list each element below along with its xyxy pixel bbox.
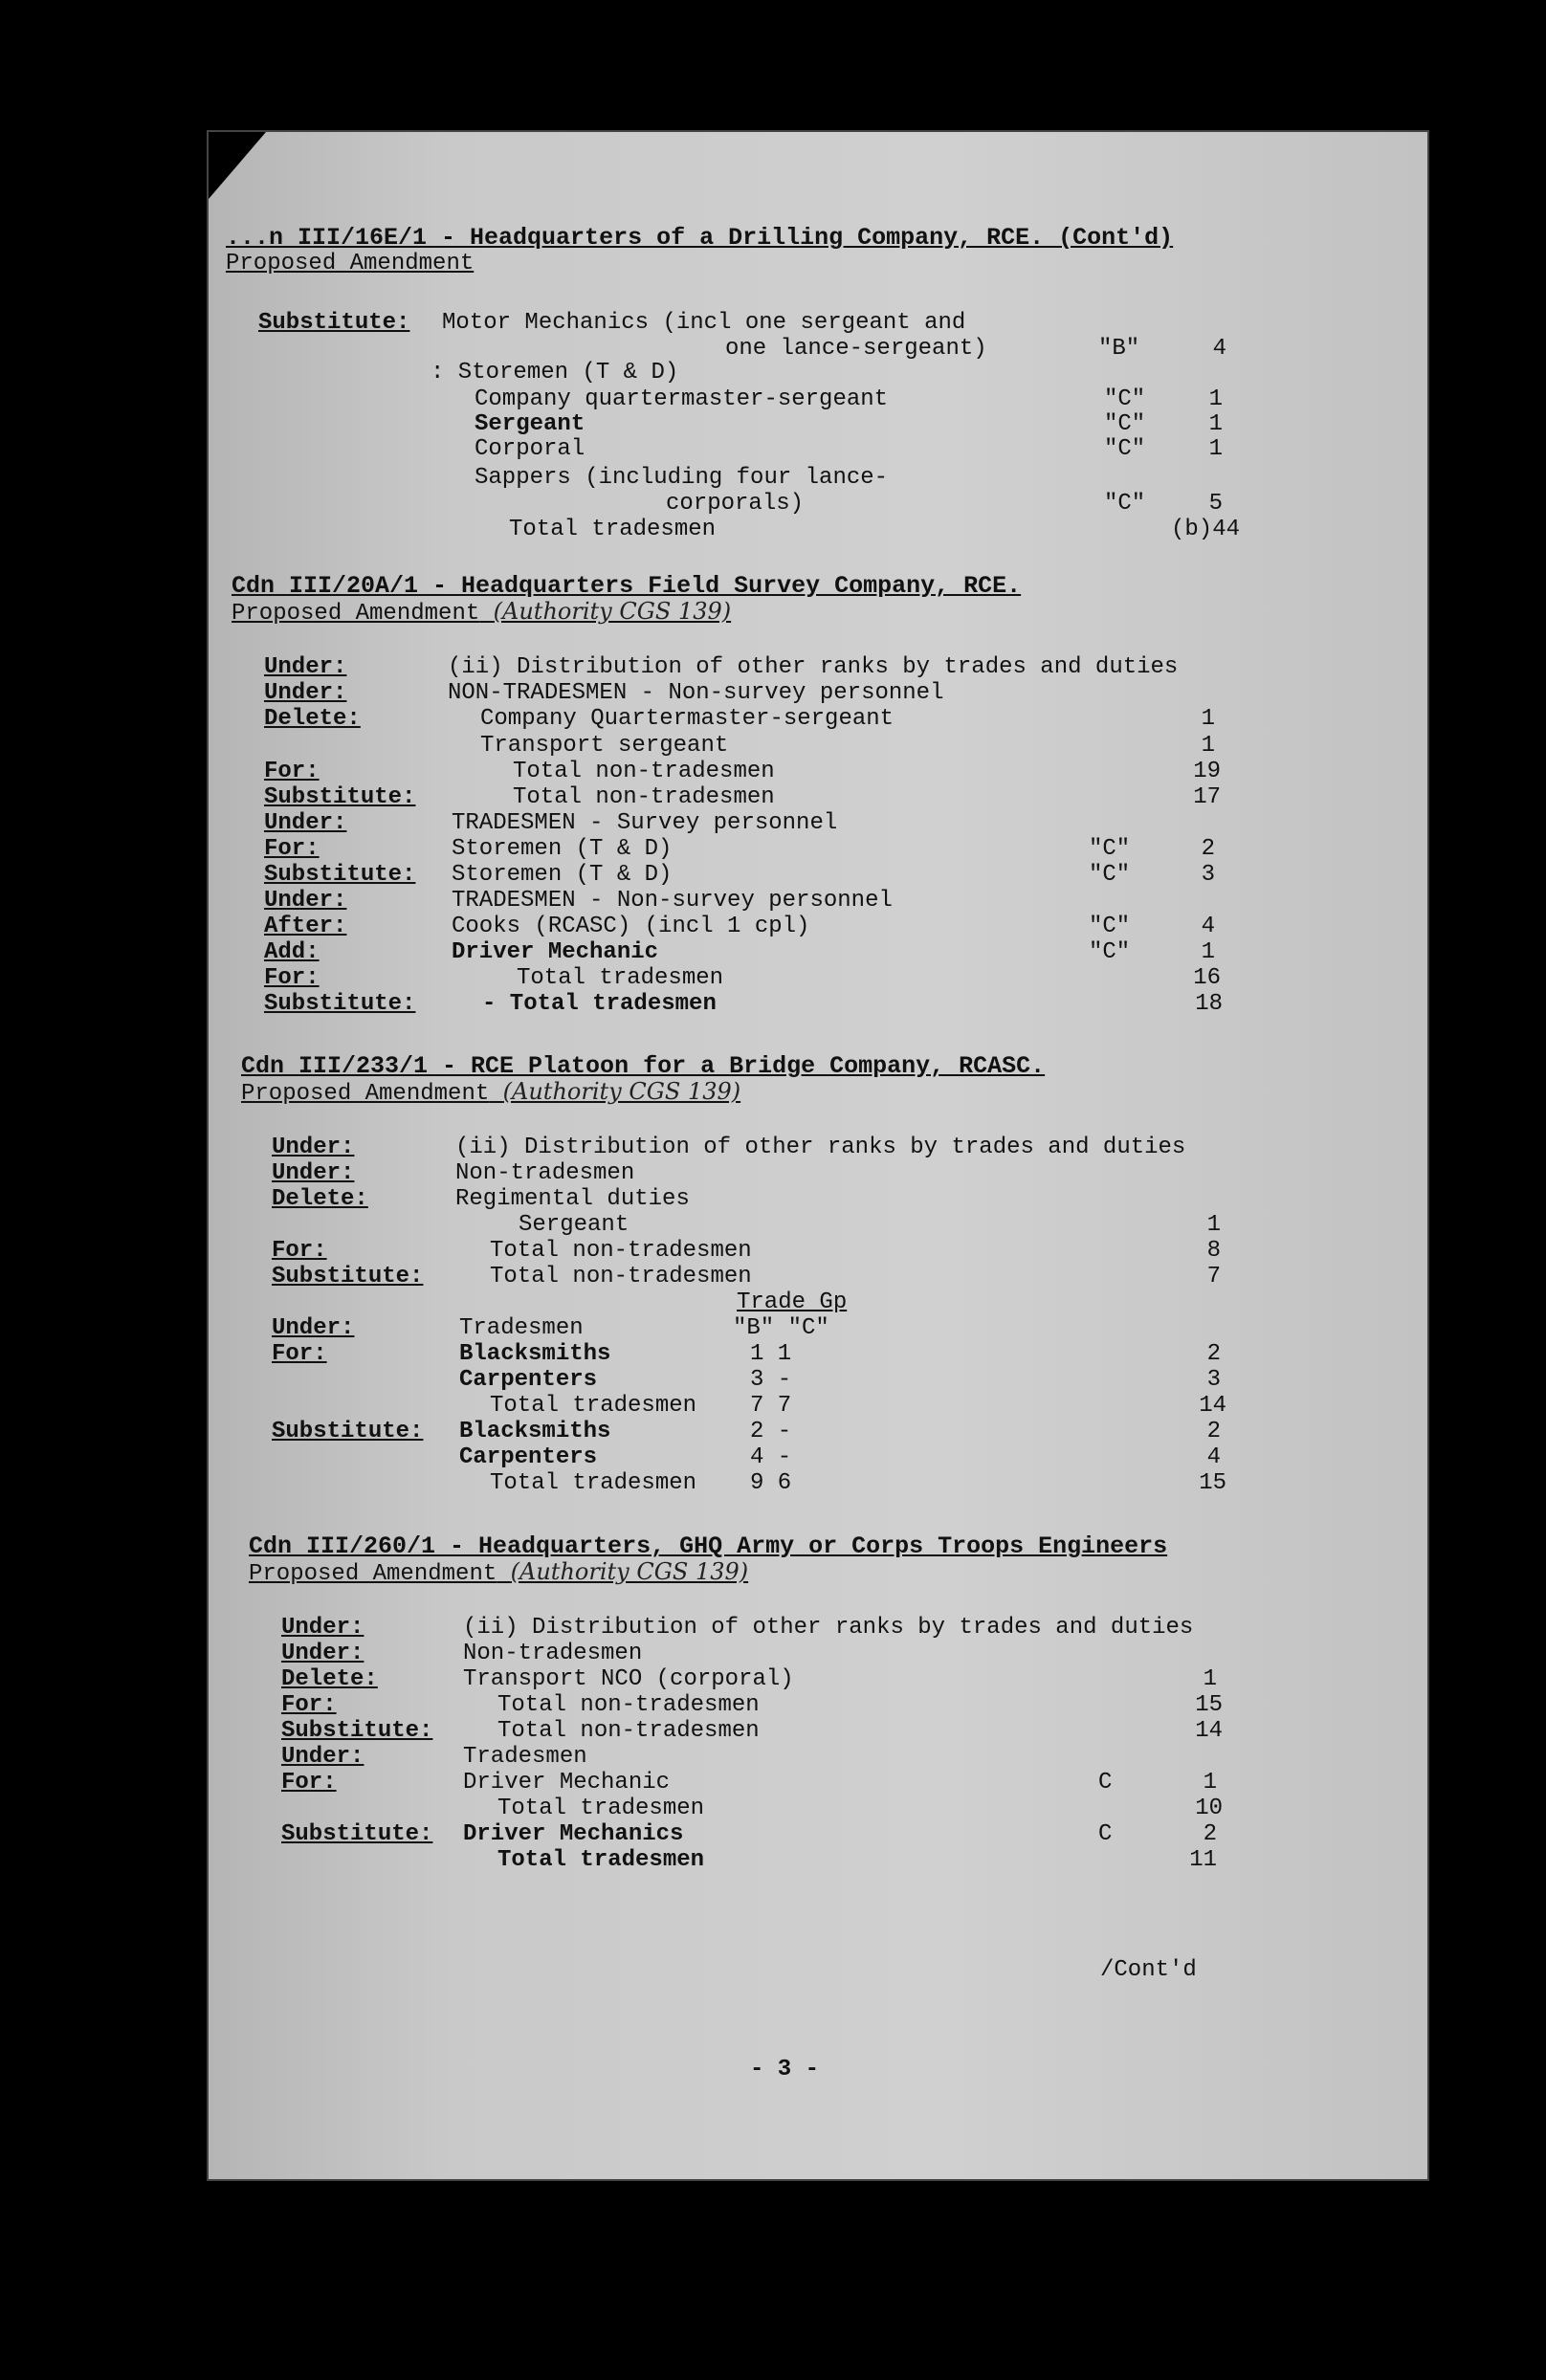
line-text: Carpenters: [459, 1367, 598, 1393]
line-number: 7: [1206, 1264, 1221, 1289]
line-number: 1: [1208, 436, 1223, 462]
line-label: Substitute:: [264, 991, 416, 1017]
line-text: Sappers (including four lance-: [475, 465, 889, 491]
line-label: For:: [281, 1770, 337, 1796]
line-number: 4: [1201, 914, 1215, 939]
line-text: (ii) Distribution of other ranks by trades and duties: [463, 1615, 1194, 1641]
amendment-line: [209, 1718, 1427, 1743]
page-number: - 3 -: [750, 2057, 820, 2082]
line-label: Under:: [281, 1615, 364, 1641]
section-3-amendment-label: Proposed Amendment: [241, 1081, 490, 1107]
line-number: 1: [1208, 386, 1223, 412]
amendment-line: [209, 1641, 1427, 1665]
line-label: Under:: [272, 1160, 355, 1186]
amendment-line: [209, 706, 1427, 731]
section-2-authority-note: (Authority CGS 139): [493, 598, 732, 625]
amendment-line: [209, 1315, 1427, 1340]
line-text: Company quartermaster-sergeant: [475, 386, 889, 412]
line-label: For:: [272, 1341, 327, 1367]
line-number: 1: [1203, 1666, 1217, 1692]
line-text: Total tradesmen: [509, 517, 717, 542]
line-category: "C": [1104, 411, 1146, 437]
line-label: Delete:: [272, 1186, 368, 1212]
amendment-line: [209, 939, 1427, 964]
line-number: 4: [1212, 336, 1226, 362]
line-text: Sergeant: [519, 1212, 629, 1238]
line-number: 17: [1193, 784, 1221, 810]
line-number: 10: [1195, 1796, 1223, 1821]
line-number: 3: [1201, 862, 1215, 888]
line-category: C: [1098, 1770, 1113, 1796]
line-label: Under:: [264, 680, 347, 706]
line-text: NON-TRADESMEN - Non-survey personnel: [448, 680, 944, 706]
line-text: Total non-tradesmen: [490, 1238, 752, 1264]
line-label: Substitute:: [272, 1419, 424, 1444]
section-4-amendment-label: Proposed Amendment: [249, 1561, 497, 1587]
line-text: : Storemen (T & D): [431, 360, 679, 386]
line-number: 1: [1206, 1212, 1221, 1238]
amendment-line: [209, 965, 1427, 990]
amendment-line: [209, 888, 1427, 913]
line-text: Total tradesmen: [497, 1796, 705, 1821]
section-4-authority-note: (Authority CGS 139): [510, 1558, 749, 1585]
line-number: 15: [1195, 1692, 1223, 1718]
torn-corner: [209, 132, 266, 199]
line-label: Delete:: [264, 706, 361, 732]
line-label: Substitute:: [281, 1718, 433, 1744]
line-text: Total non-tradesmen: [490, 1264, 752, 1289]
amendment-line: [209, 1289, 1427, 1314]
line-number: 1: [1201, 733, 1215, 759]
line-label: Under:: [281, 1744, 364, 1770]
amendment-line: [209, 1821, 1427, 1846]
line-label: Under:: [264, 810, 347, 836]
amendment-line: [209, 1666, 1427, 1691]
line-number: 8: [1206, 1238, 1221, 1264]
amendment-line: [209, 465, 1427, 490]
line-text: Driver Mechanic: [452, 939, 659, 965]
line-number: 14: [1199, 1393, 1226, 1419]
line-label: For:: [264, 759, 320, 784]
line-label: Substitute:: [264, 784, 416, 810]
line-number: 14: [1195, 1718, 1223, 1744]
line-number: 2: [1206, 1341, 1221, 1367]
line-number: 4: [1206, 1444, 1221, 1470]
amendment-line: [209, 1264, 1427, 1289]
line-number: 16: [1193, 965, 1221, 991]
amendment-line: [209, 836, 1427, 861]
line-category: 2 -: [750, 1419, 792, 1444]
line-number: (b)44: [1170, 517, 1240, 542]
line-text: - Total tradesmen: [482, 991, 717, 1017]
line-text: Company Quartermaster-sergeant: [480, 706, 894, 732]
amendment-line: [209, 810, 1427, 835]
line-label: For:: [281, 1692, 337, 1718]
line-category: 9 6: [750, 1470, 792, 1496]
amendment-line: [209, 386, 1427, 411]
line-text: Driver Mechanics: [463, 1821, 684, 1847]
line-number: 11: [1189, 1847, 1217, 1873]
line-category: 3 -: [750, 1367, 792, 1393]
amendment-line: [209, 733, 1427, 758]
bleed-through-text: [228, 1873, 240, 1897]
line-text: one lance-sergeant): [725, 336, 987, 362]
section-2-amendment-label: Proposed Amendment: [232, 601, 480, 627]
line-text: TRADESMEN - Survey personnel: [452, 810, 838, 836]
amendment-line: [209, 654, 1427, 679]
line-category: "C": [1089, 862, 1131, 888]
line-text: Total non-tradesmen: [513, 759, 775, 784]
line-text: Tradesmen: [459, 1315, 584, 1341]
line-category: "C": [1104, 386, 1146, 412]
line-text: Cooks (RCASC) (incl 1 cpl): [452, 914, 810, 939]
line-number: 1: [1201, 706, 1215, 732]
continued-marker: /Cont'd: [1100, 1957, 1197, 1983]
line-text: Non-tradesmen: [455, 1160, 635, 1186]
amendment-line: [209, 1186, 1427, 1211]
line-number: 15: [1199, 1470, 1226, 1496]
amendment-line: [209, 1444, 1427, 1469]
line-category: 1 1: [750, 1341, 792, 1367]
line-text: (ii) Distribution of other ranks by trades and duties: [455, 1135, 1186, 1160]
line-label: Under:: [272, 1315, 355, 1341]
amendment-line: [209, 1393, 1427, 1418]
amendment-line: [209, 491, 1427, 516]
amendment-line: [209, 1744, 1427, 1769]
section-1-title: ...n III/16E/1 - Headquarters of a Drilling Company, RCE. (Cont'd): [226, 224, 1174, 252]
line-number: 2: [1203, 1821, 1217, 1847]
amendment-line: [209, 680, 1427, 705]
line-text: Regimental duties: [455, 1186, 690, 1212]
line-number: 2: [1206, 1419, 1221, 1444]
amendment-line: [209, 1341, 1427, 1366]
line-text: Driver Mechanic: [463, 1770, 671, 1796]
amendment-line: [209, 914, 1427, 938]
line-number: 18: [1195, 991, 1223, 1017]
amendment-line: [209, 1419, 1427, 1443]
line-text: Total tradesmen: [490, 1470, 697, 1496]
section-3-amendment: [241, 1078, 740, 1107]
line-text: Blacksmiths: [459, 1341, 611, 1367]
amendment-line: [209, 1238, 1427, 1263]
line-label: Add:: [264, 939, 320, 965]
line-label: For:: [272, 1238, 327, 1264]
line-text: Total tradesmen: [497, 1847, 705, 1873]
line-text: Blacksmiths: [459, 1419, 611, 1444]
amendment-line: [209, 310, 1427, 335]
line-text: Motor Mechanics (incl one sergeant and: [442, 310, 966, 336]
line-label: Substitute:: [264, 862, 416, 888]
amendment-line: [209, 436, 1427, 461]
section-2-amendment: [232, 598, 731, 627]
section-3-title: Cdn III/233/1 - RCE Platoon for a Bridge Company, RCASC.: [241, 1052, 1046, 1080]
line-label: Delete:: [281, 1666, 378, 1692]
line-category: "C": [1089, 939, 1131, 965]
line-label: For:: [264, 965, 320, 991]
amendment-line: [209, 336, 1427, 361]
line-category: "C": [1104, 491, 1146, 517]
amendment-line: [209, 517, 1427, 541]
section-4-title: Cdn III/260/1 - Headquarters, GHQ Army or Corps Troops Engineers: [249, 1532, 1168, 1560]
amendment-line: [209, 1212, 1427, 1237]
document-page: [209, 132, 1427, 2179]
line-text: Storemen (T & D): [452, 862, 673, 888]
amendment-line: [209, 1135, 1427, 1159]
line-number: 1: [1201, 939, 1215, 965]
line-text: Total tradesmen: [517, 965, 724, 991]
amendment-line: [209, 1796, 1427, 1820]
line-category: "C": [1089, 836, 1131, 862]
amendment-line: [209, 411, 1427, 436]
line-text: Storemen (T & D): [452, 836, 673, 862]
line-text: Transport NCO (corporal): [463, 1666, 794, 1692]
amendment-line: [209, 1160, 1427, 1185]
line-text: Tradesmen: [463, 1744, 587, 1770]
amendment-line: [209, 1470, 1427, 1495]
line-text: Sergeant: [475, 411, 585, 437]
line-label: Under:: [264, 888, 347, 914]
line-category: "C": [1104, 436, 1146, 462]
amendment-line: [209, 1615, 1427, 1640]
line-category: "B": [1098, 336, 1140, 362]
line-category: C: [1098, 1821, 1113, 1847]
line-text: Transport sergeant: [480, 733, 729, 759]
amendment-line: [209, 1367, 1427, 1392]
line-text: TRADESMEN - Non-survey personnel: [452, 888, 893, 914]
line-number: 1: [1203, 1770, 1217, 1796]
amendment-line: [209, 862, 1427, 887]
line-number: 1: [1208, 411, 1223, 437]
line-text: Total non-tradesmen: [513, 784, 775, 810]
line-number: 5: [1208, 491, 1223, 517]
line-label: Under:: [281, 1641, 364, 1666]
line-text: Corporal: [475, 436, 585, 462]
amendment-line: [209, 360, 1427, 385]
line-text: corporals): [666, 491, 805, 517]
line-text: Carpenters: [459, 1444, 598, 1470]
line-text: Total non-tradesmen: [497, 1718, 760, 1744]
section-2-title: Cdn III/20A/1 - Headquarters Field Survey Company, RCE.: [232, 572, 1022, 600]
section-4-amendment: [249, 1558, 748, 1587]
line-text: Total tradesmen: [490, 1393, 697, 1419]
line-number: 2: [1201, 836, 1215, 862]
amendment-line: [209, 759, 1427, 783]
line-label: For:: [264, 836, 320, 862]
line-label: Under:: [264, 654, 347, 680]
line-text: (ii) Distribution of other ranks by trades and duties: [448, 654, 1179, 680]
amendment-line: [209, 1770, 1427, 1795]
section-3-authority-note: (Authority CGS 139): [502, 1078, 741, 1105]
line-label: Substitute:: [258, 310, 410, 336]
line-category: "B" "C": [733, 1315, 829, 1341]
amendment-line: [209, 991, 1427, 1016]
line-category: "C": [1089, 914, 1131, 939]
line-label: Substitute:: [272, 1264, 424, 1289]
amendment-line: [209, 784, 1427, 809]
line-label: Substitute:: [281, 1821, 433, 1847]
line-text: Total non-tradesmen: [497, 1692, 760, 1718]
section-1-amendment: Proposed Amendment: [226, 251, 475, 276]
line-number: 19: [1193, 759, 1221, 784]
line-text: Trade Gp: [737, 1289, 848, 1315]
line-label: After:: [264, 914, 347, 939]
amendment-line: [209, 1847, 1427, 1872]
line-label: Under:: [272, 1135, 355, 1160]
line-number: 3: [1206, 1367, 1221, 1393]
line-text: Non-tradesmen: [463, 1641, 643, 1666]
line-category: 7 7: [750, 1393, 792, 1419]
amendment-line: [209, 1692, 1427, 1717]
line-category: 4 -: [750, 1444, 792, 1470]
